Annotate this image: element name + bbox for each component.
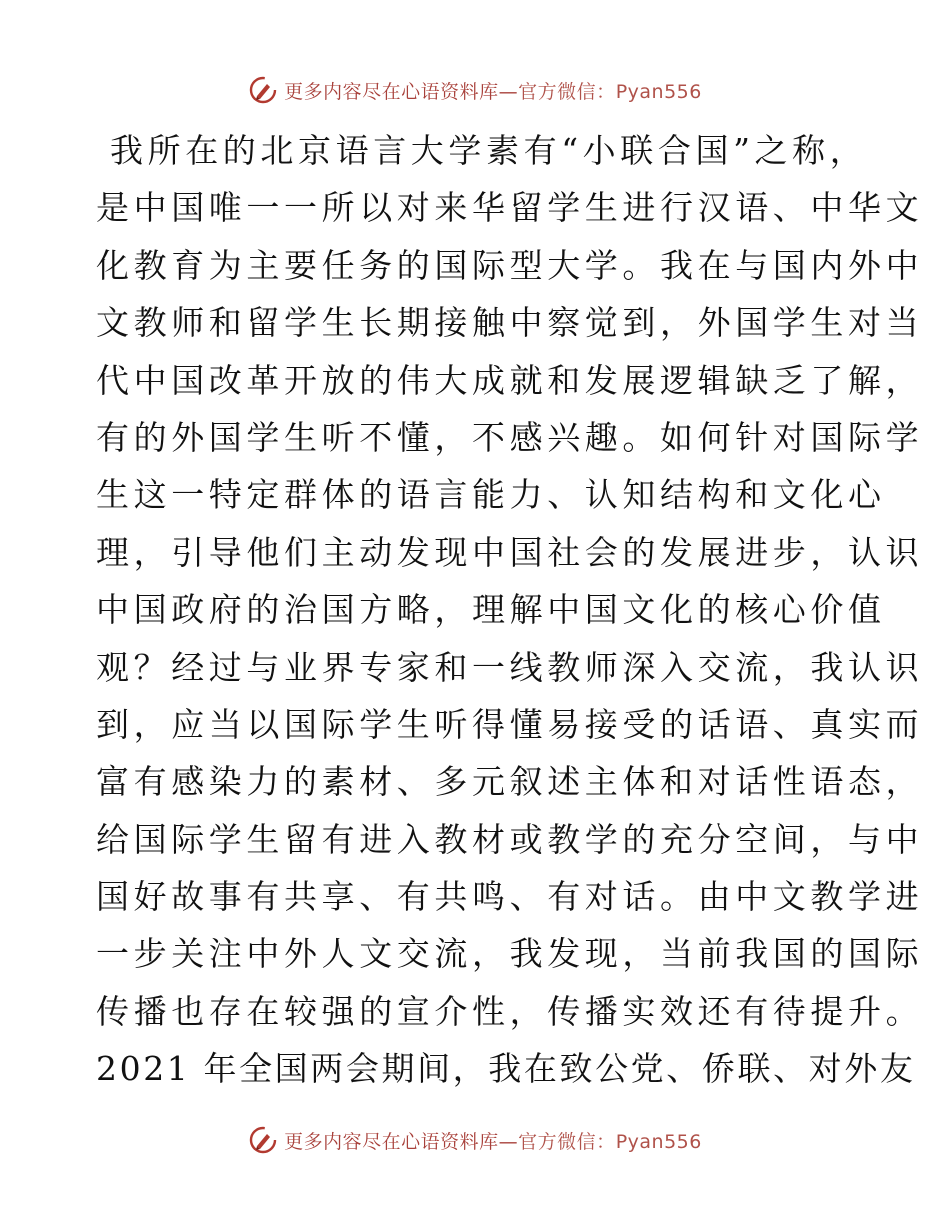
body-line: 有的外国学生听不懂，不感兴趣。如何针对国际学 [96, 417, 924, 457]
body-line: 生这一特定群体的语言能力、认知结构和文化心 [96, 475, 886, 515]
banner-wechat-id: Pyan556 [615, 1130, 702, 1153]
pen-logo-icon [248, 75, 278, 105]
document-body [96, 122, 924, 1112]
body-line: 一步关注中外人文交流，我发现，当前我国的国际 [96, 934, 924, 974]
body-line: 国好故事有共享、有共鸣、有对话。由中文教学进 [96, 877, 924, 917]
body-line: 文教师和留学生长期接触中察觉到，外国学生对当 [96, 303, 924, 343]
banner-main-text: 更多内容尽在心语资料库— [284, 1130, 519, 1153]
banner-text [284, 77, 702, 104]
banner-wechat-id: Pyan556 [615, 80, 702, 103]
banner-main-text: 更多内容尽在心语资料库— [284, 80, 519, 103]
body-line: 到，应当以国际学生听得懂易接受的话语、真实而 [96, 704, 924, 744]
body-line: 传播也存在较强的宣介性，传播实效还有待提升。 [96, 991, 924, 1031]
body-line: 2021 年全国两会期间，我在致公党、侨联、对外友 [96, 1049, 916, 1089]
body-line: 观？经过与业界专家和一线教师深入交流，我认识 [96, 647, 924, 687]
body-line: 我所在的北京语言大学素有“小联合国”之称， [110, 131, 868, 170]
banner-wechat-label: 官方微信： [518, 1130, 616, 1153]
footer-watermark-banner [0, 1120, 950, 1160]
body-line: 给国际学生留有进入教材或教学的充分空间，与中 [96, 819, 924, 859]
header-watermark-banner [0, 70, 950, 110]
pen-logo-icon [248, 1125, 278, 1155]
banner-text [284, 1127, 702, 1154]
body-line: 代中国改革开放的伟大成就和发展逻辑缺乏了解， [96, 360, 924, 400]
body-line: 富有感染力的素材、多元叙述主体和对话性语态， [96, 762, 924, 802]
body-line: 中国政府的治国方略，理解中国文化的核心价值 [96, 590, 886, 630]
banner-wechat-label: 官方微信： [518, 80, 616, 103]
body-line: 是中国唯一一所以对来华留学生进行汉语、中华文 [96, 188, 924, 228]
body-line: 化教育为主要任务的国际型大学。我在与国内外中 [96, 245, 924, 285]
body-line: 理，引导他们主动发现中国社会的发展进步，认识 [96, 532, 924, 572]
